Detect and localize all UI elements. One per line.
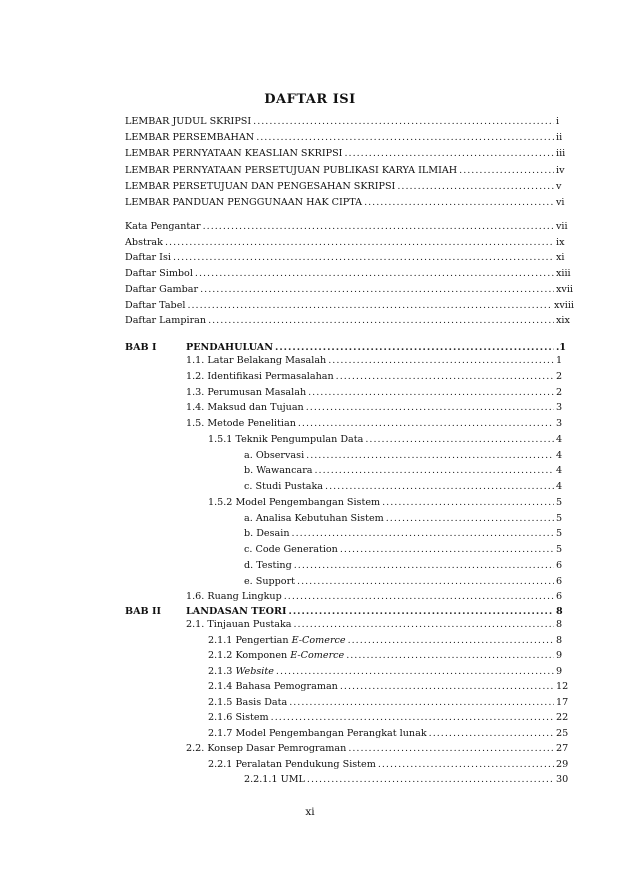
toc-front-entry [125,298,574,314]
leader-dots [346,648,554,664]
toc-entry [208,432,574,448]
toc-entry-title: Daftar Simbol [125,268,193,280]
leader-dots [325,479,554,495]
toc-entry-title: 2.1.3 Website [208,665,274,677]
toc-entry-title: LEMBAR PERNYATAAN PERSETUJUAN PUBLIKASI KARYA ILMIAH [125,164,458,176]
toc-entry [244,448,574,464]
leader-dots [208,313,554,329]
leader-dots [429,726,554,742]
toc-entry-page: vi [556,197,565,208]
toc-entry [244,558,574,574]
toc-entry-title: c. Studi Pustaka [244,481,324,492]
leader-dots [294,617,555,633]
toc-entry [208,664,574,680]
leader-dots [306,400,554,416]
toc-entry-page: 2 [556,370,563,382]
leader-dots [298,416,554,432]
leader-dots [165,235,554,251]
toc-entry [244,511,574,527]
leader-dots [276,664,554,680]
toc-entry-title: Kata Pengantar [125,221,201,232]
toc-front-entry [125,163,574,179]
toc-entry-title: 2.1.5 Basis Data [208,696,288,708]
toc-front-entry [125,146,574,162]
leader-dots [306,448,554,464]
toc-entry-page: 8 [556,634,563,646]
toc-entry-page: ix [556,236,565,248]
leader-dots [344,146,554,162]
toc-entry-title: LEMBAR PERSETUJUAN DAN PENGESAHAN SKRIPSI [125,180,396,192]
leader-dots [340,542,554,558]
toc-front-entry [125,282,574,298]
toc-entry-page: vii [556,221,568,232]
leader-dots [307,772,554,788]
toc-entry-page: 17 [556,696,569,708]
toc-entry-page: ii [556,132,563,144]
toc-front-entry [125,250,574,266]
toc-entry-title: Daftar Tabel [125,299,186,311]
toc-entry-page: 4 [556,481,563,492]
toc-front-entry [125,130,574,146]
toc-entry-page: 9 [556,650,563,661]
toc-entry-page: 8 [556,619,563,630]
toc-entry-page: 5 [556,544,563,555]
toc-entry [186,353,574,369]
toc-entry [186,385,574,401]
toc-entry-title: 1.1. Latar Belakang Masalah [186,355,327,366]
toc-entry-title: 2.2. Konsep Dasar Pemrograman [186,743,347,754]
toc-entry-page: 25 [556,727,569,739]
toc-entry-title: 2.1. Tinjauan Pustaka [186,619,292,630]
toc-entry-title: 2.2.1 Peralatan Pendukung Sistem [208,758,376,770]
toc-entry-page: xix [556,315,570,327]
toc-entry [186,400,574,416]
chapter-label: BAB I [125,342,157,353]
chapter-label: BAB II [125,606,161,617]
leader-dots [292,526,554,542]
toc-front-entry [125,179,574,195]
toc-entry [186,741,574,757]
leader-dots [348,741,554,757]
toc-entry [186,589,574,605]
toc-entry [244,526,574,542]
toc-entry-title: Daftar Isi [125,252,171,264]
toc-entry-title: 2.1.4 Bahasa Pemograman [208,681,338,692]
toc-entry-page: 6 [556,591,563,603]
leader-dots [195,266,554,282]
toc-entry-page: 4 [556,449,563,461]
toc-entry-title: Daftar Gambar [125,283,199,295]
toc-entry-page: 3 [556,402,563,414]
toc-entry [244,772,574,788]
toc-entry [244,479,574,495]
toc-entry-page: 12 [556,681,569,692]
leader-dots [284,589,554,605]
leader-dots [328,353,554,369]
toc-entry-page: iv [556,164,565,176]
toc-front-entry [125,313,574,329]
toc-entry-page: xvii [556,283,573,295]
toc-entry-page: xviii [553,299,574,311]
toc-entry-title: 2.1.6 Sistem [208,712,269,723]
toc-entry-page: 1 [556,355,563,366]
toc-entry-page: i [556,116,560,127]
toc-entry-page: 5 [556,496,563,508]
toc-entry-page: 6 [556,559,563,571]
toc-entry-title: 2.1.1 Pengertian E-Comerce [208,634,346,646]
toc-entry [208,695,574,711]
toc-entry [208,710,574,726]
toc-entry-title: d. Testing [244,559,292,571]
toc-entry-title: LEMBAR PANDUAN PENGGUNAAN HAK CIPTA [125,197,363,208]
toc-entry-title: 1.5.1 Teknik Pengumpulan Data [208,433,364,445]
toc-entry-page: 4 [556,433,563,445]
leader-dots [297,574,554,590]
page-title: DAFTAR ISI [264,92,356,107]
toc-entry-page: 3 [556,418,563,429]
toc-entry-page: 5 [556,528,563,540]
leader-dots [459,163,554,179]
toc-entry [244,574,574,590]
toc-entry-page: 2 [556,386,563,398]
toc-entry-title: e. Support [244,575,296,587]
leader-dots [203,219,554,235]
toc-entry-title: LEMBAR PERNYATAAN KEASLIAN SKRIPSI [125,148,343,160]
toc-entry-title: 1.5.2 Model Pengembangan Sistem [208,496,381,508]
toc-entry [244,542,574,558]
toc-entry-page: 8 [556,606,563,617]
toc-entry-page: xi [556,252,565,264]
leader-dots [365,432,554,448]
toc-entry-page: 29 [556,758,569,770]
toc-entry-title: 2.2.1.1 UML [244,774,305,785]
toc-entry-title: b. Desain [244,528,290,540]
toc-front-entry [125,219,574,235]
toc-entry [208,726,574,742]
leader-dots [173,250,554,266]
toc-entry-page: 22 [556,712,569,723]
toc-entry-page: 6 [556,575,563,587]
toc-entry [244,463,574,479]
leader-dots [200,282,554,298]
leader-dots [336,369,554,385]
leader-dots [397,179,554,195]
toc-entry-page: 30 [556,774,569,785]
leader-dots [271,710,554,726]
toc-entry-title: 1.6. Ruang Lingkup [186,591,282,603]
toc-entry [208,757,574,773]
leader-dots [308,385,554,401]
leader-dots [340,679,554,695]
toc-entry [186,617,574,633]
toc-entry-title: PENDAHULUAN [186,342,273,353]
leader-dots [294,558,554,574]
toc-entry-title: Daftar Lampiran [125,315,207,327]
toc-entry-title: 2.1.2 Komponen E-Comerce [208,650,345,661]
toc-entry-title: 1.5. Metode Penelitian [186,418,296,429]
toc-entry-page: v [556,180,562,192]
leader-dots [256,130,554,146]
toc-front-entry [125,235,574,251]
leader-dots [315,463,555,479]
leader-dots [289,695,554,711]
toc-entry-page: 9 [556,665,563,677]
toc-entry [208,495,574,511]
leader-dots [348,633,554,649]
toc-entry [186,416,574,432]
toc-entry-page: xiii [556,268,571,280]
toc-entry [208,648,574,664]
leader-dots [253,114,554,130]
toc-entry-page: 4 [556,465,563,477]
leader-dots [382,495,554,511]
toc-entry-title: LEMBAR PERSEMBAHAN [125,132,255,144]
toc-front-entry [125,195,574,211]
toc-entry [186,369,574,385]
leader-dots [386,511,554,527]
toc-entry-page: .1 [556,342,567,353]
toc-entry-title: 1.2. Identifikasi Permasalahan [186,370,334,382]
toc-front-entry [125,114,574,130]
page-number: xi [305,806,315,818]
leader-dots [364,195,554,211]
toc-entry [208,633,574,649]
toc-entry-title: b. Wawancara [244,465,313,477]
toc-entry-title: LEMBAR JUDUL SKRIPSI [125,116,252,127]
toc-entry-title: c. Code Generation [244,544,338,555]
toc-entry-title: 1.4. Maksud dan Tujuan [186,402,304,414]
leader-dots [187,298,552,314]
toc-front-entry [125,266,574,282]
toc-entry [208,679,574,695]
leader-dots [378,757,554,773]
toc-entry-page: iii [556,148,566,160]
toc-entry-title: LANDASAN TEORI [186,606,287,617]
toc-entry-title: 2.1.7 Model Pengembangan Perangkat lunak [208,727,427,739]
toc-entry-title: a. Observasi [244,449,305,461]
toc-entry-title: a. Analisa Kebutuhan Sistem [244,512,384,524]
toc-entry-title: 1.3. Perumusan Masalah [186,386,307,398]
toc-entry-page: 5 [556,512,563,524]
toc-entry-page: 27 [556,743,569,754]
toc-entry-title: Abstrak [125,236,163,248]
